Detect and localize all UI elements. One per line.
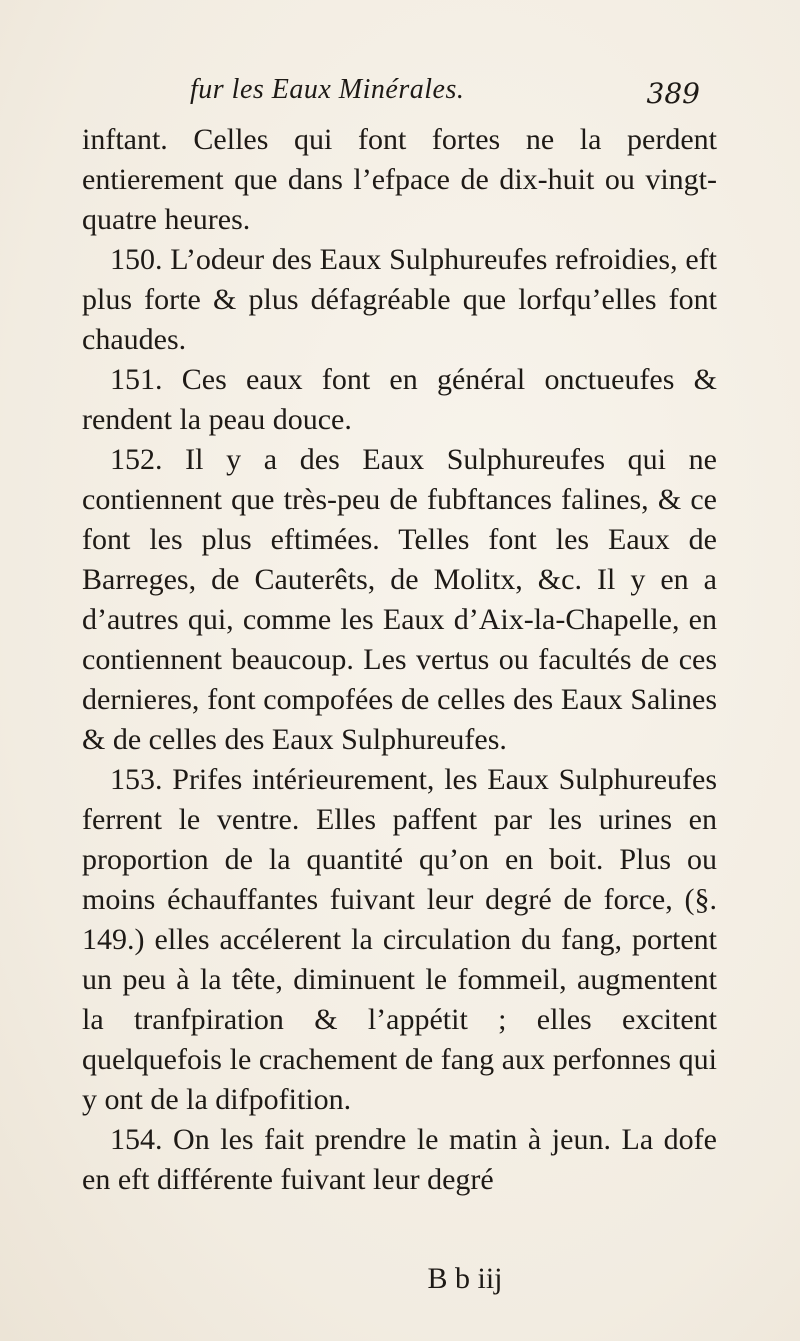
paragraph-151: 151. Ces eaux font en général onctueufes & rendent la peau douce. (82, 363, 717, 436)
page-number: 389 (646, 77, 700, 110)
body-text (82, 120, 717, 1200)
paragraph-154: 154. On les fait prendre le matin à jeun. La dofe en eft différente fuivant leur degré (82, 1123, 717, 1196)
signature-mark: B b iij (427, 1262, 503, 1295)
paragraph-152: 152. Il y a des Eaux Sulphureufes qui ne contiennent que très-peu de fubftances falines, & ce font les plus eftimées. Telles font les Eaux de Barreges, de Cauterêts, de Molitx, &c. Il y en a d’autres qui, comme les Eaux d’Aix-la-Chapelle, en contiennent beaucoup. Les vertus ou facultés de ces dernieres, font compofées de celles des Eaux Salines & de celles des Eaux Sulphureufes. (82, 443, 717, 756)
running-title: fur les Eaux Minérales. (190, 74, 465, 105)
paragraph-continuation: inftant. Celles qui font fortes ne la perdent entierement que dans l’efpace de dix-huit ou vingt-quatre heures. (82, 123, 717, 236)
paragraph-150: 150. L’odeur des Eaux Sulphureufes refroidies, eft plus forte & plus défagréable que lorfqu’elles font chaudes. (82, 243, 717, 356)
paragraph-153: 153. Prifes intérieurement, les Eaux Sulphureufes ferrent le ventre. Elles paffent par les urines en proportion de la quantité qu’on en boit. Plus ou moins échauffantes fuivant leur degré de force, (§. 149.) elles accélerent la circulation du fang, portent un peu à la tête, diminuent le fommeil, augmentent la tranfpiration & l’appétit ; elles excitent quelquefois le crachement de fang aux perfonnes qui y ont de la difpofition. (82, 763, 717, 1116)
